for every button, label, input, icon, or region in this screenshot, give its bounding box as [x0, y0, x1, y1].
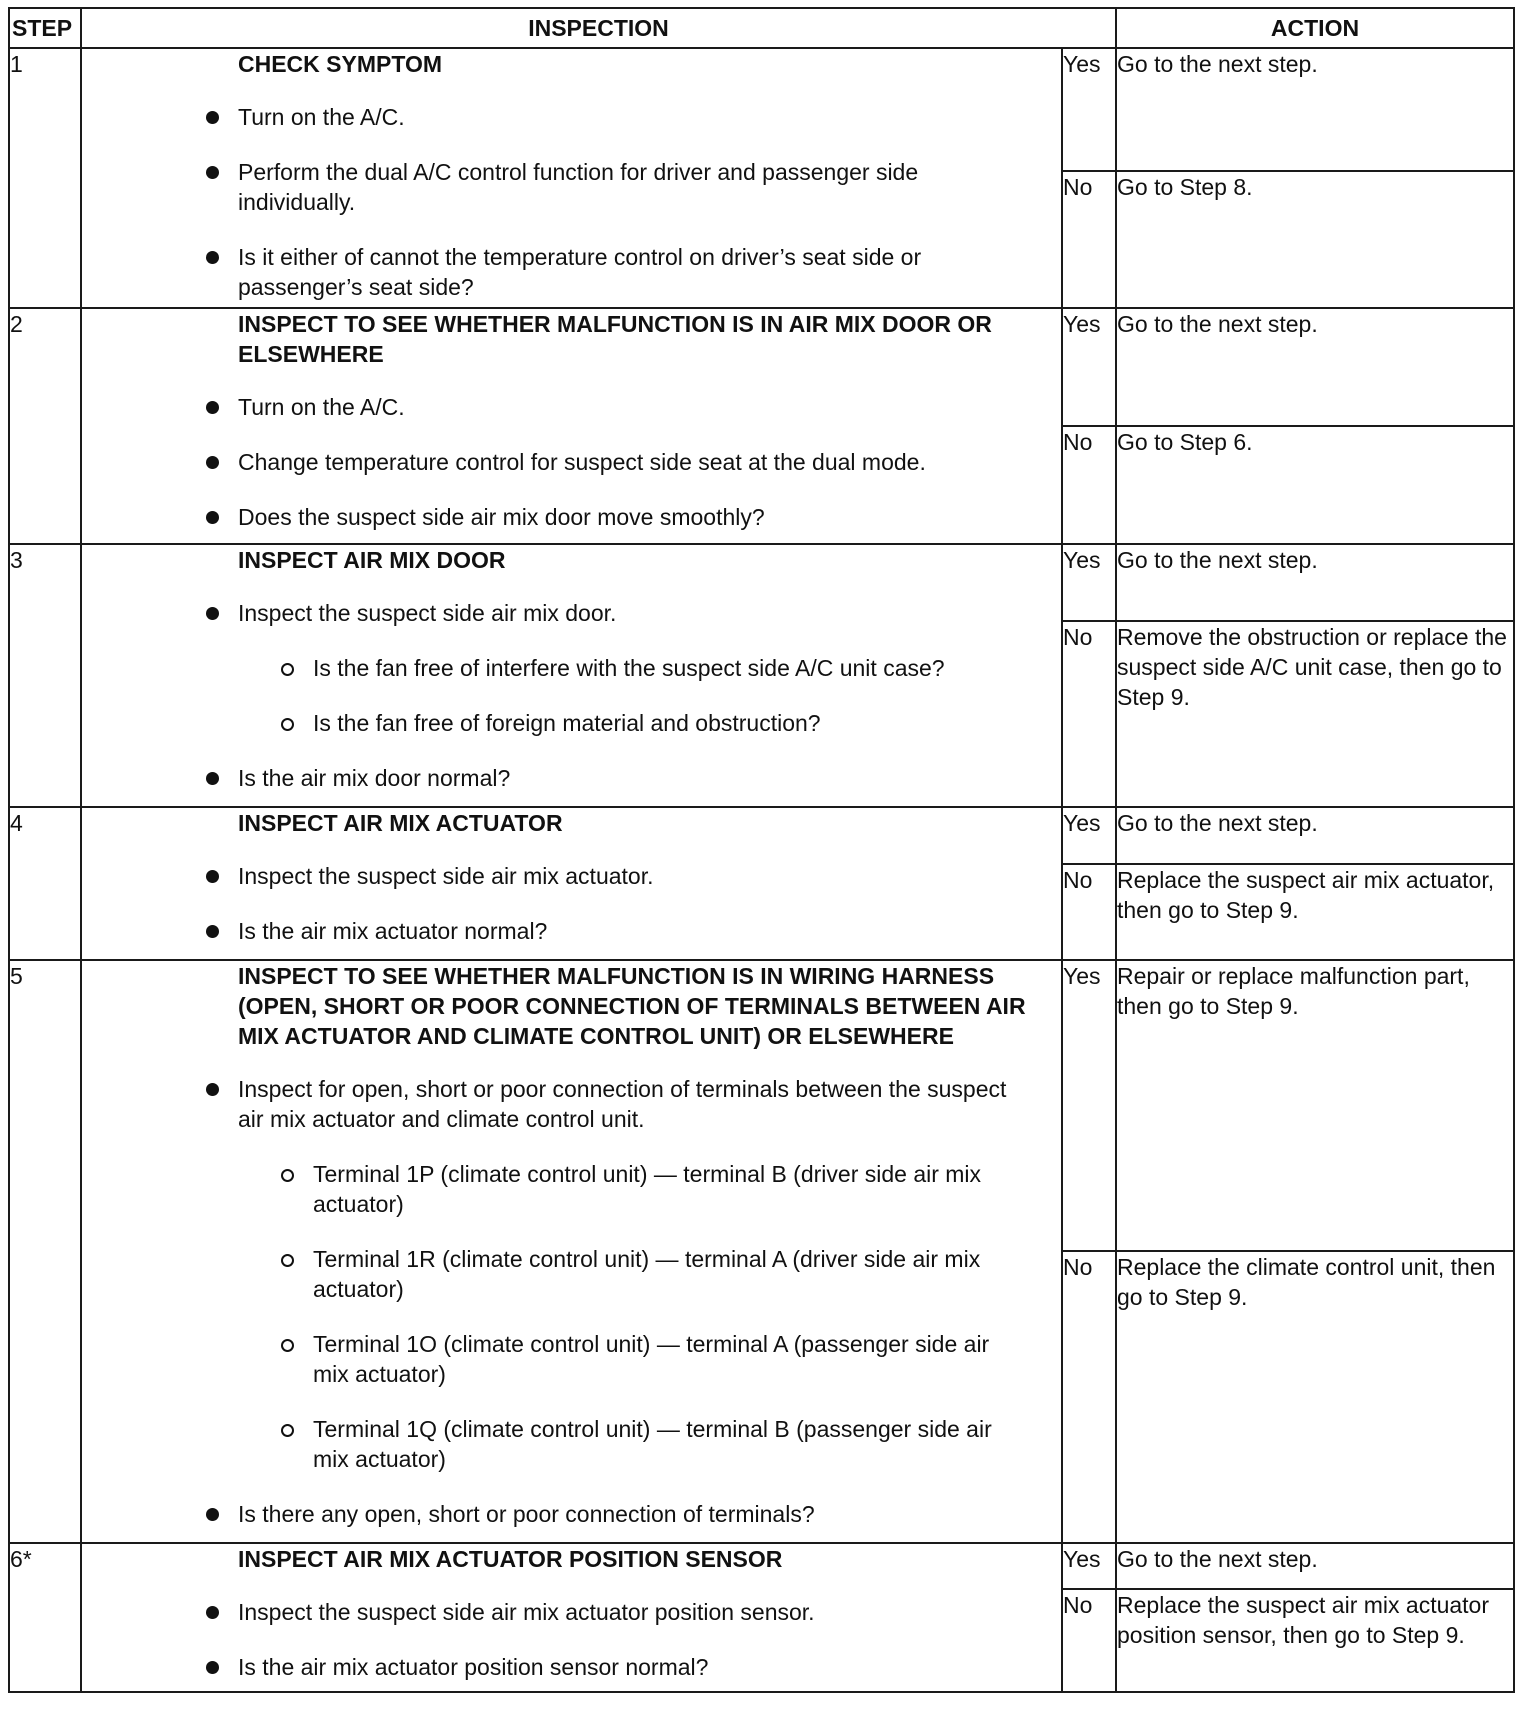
sub-bullet-item: Terminal 1O (climate control unit) — terminal A (passenger side air mix actuator)	[82, 1329, 1061, 1389]
yes-label: Yes	[1062, 48, 1116, 171]
yes-label: Yes	[1062, 1543, 1116, 1589]
inspection-cell	[81, 1543, 1062, 1692]
inspection-cell	[81, 807, 1062, 960]
inspection-cell	[81, 48, 1062, 308]
sub-bullet-item: Is the fan free of interfere with the suspect side A/C unit case?	[82, 653, 1061, 683]
header-action: ACTION	[1116, 8, 1514, 48]
inspection-cell	[81, 544, 1062, 807]
step-title: INSPECT AIR MIX DOOR	[238, 547, 506, 573]
table-row	[9, 308, 1514, 426]
bullet-item: Is there any open, short or poor connection of terminals?	[82, 1499, 1061, 1529]
no-action: Go to Step 6.	[1116, 426, 1514, 544]
yes-action: Go to the next step.	[1116, 1543, 1514, 1589]
table-row	[9, 48, 1514, 171]
step-title: INSPECT TO SEE WHETHER MALFUNCTION IS IN WIRING HARNESS (OPEN, SHORT OR POOR CONNECTION OF TERMINALS BETWEEN AIR MIX ACTUATOR AND CLIMATE CONTROL UNIT) OR ELSEWHERE	[238, 963, 1026, 1049]
no-action: Replace the climate control unit, then go to Step 9.	[1116, 1251, 1514, 1543]
step-number: 4	[9, 807, 81, 960]
sub-bullet-item: Terminal 1R (climate control unit) — terminal A (driver side air mix actuator)	[82, 1244, 1061, 1304]
header-inspection: INSPECTION	[81, 8, 1116, 48]
inspection-cell	[81, 308, 1062, 544]
no-label: No	[1062, 426, 1116, 544]
bullet-item: Is the air mix door normal?	[82, 763, 1061, 793]
step-title: INSPECT AIR MIX ACTUATOR POSITION SENSOR	[238, 1546, 783, 1572]
bullet-item: Perform the dual A/C control function for driver and passenger side individually.	[82, 157, 1061, 217]
yes-label: Yes	[1062, 807, 1116, 864]
step-title: INSPECT AIR MIX ACTUATOR	[238, 810, 563, 836]
bullet-item: Inspect the suspect side air mix actuator position sensor.	[82, 1597, 1061, 1627]
step-title: INSPECT TO SEE WHETHER MALFUNCTION IS IN AIR MIX DOOR OR ELSEWHERE	[238, 311, 992, 367]
yes-action: Go to the next step.	[1116, 807, 1514, 864]
bullet-item: Is the air mix actuator position sensor normal?	[82, 1652, 1061, 1682]
yes-label: Yes	[1062, 308, 1116, 426]
no-label: No	[1062, 621, 1116, 807]
table-row	[9, 960, 1514, 1251]
no-action: Replace the suspect air mix actuator position sensor, then go to Step 9.	[1116, 1589, 1514, 1692]
inspection-cell	[81, 960, 1062, 1543]
bullet-item: Is it either of cannot the temperature control on driver’s seat side or passenger’s seat side?	[82, 242, 1061, 302]
table-row	[9, 544, 1514, 621]
header-step: STEP	[9, 8, 81, 48]
step-number: 6*	[9, 1543, 81, 1692]
no-label: No	[1062, 171, 1116, 308]
yes-action: Go to the next step.	[1116, 308, 1514, 426]
sub-bullet-item: Terminal 1P (climate control unit) — terminal B (driver side air mix actuator)	[82, 1159, 1061, 1219]
bullet-item: Change temperature control for suspect side seat at the dual mode.	[82, 447, 1061, 477]
diagnostic-table	[8, 7, 1515, 1693]
yes-action: Go to the next step.	[1116, 544, 1514, 621]
table-header-row	[9, 8, 1514, 48]
yes-action: Repair or replace malfunction part, then go to Step 9.	[1116, 960, 1514, 1251]
sub-bullet-item: Terminal 1Q (climate control unit) — terminal B (passenger side air mix actuator)	[82, 1414, 1061, 1474]
bullet-item: Inspect for open, short or poor connection of terminals between the suspect air mix actuator and climate control unit.	[82, 1074, 1061, 1134]
bullet-item: Inspect the suspect side air mix door.	[82, 598, 1061, 628]
yes-action: Go to the next step.	[1116, 48, 1514, 171]
no-label: No	[1062, 1251, 1116, 1543]
bullet-item: Is the air mix actuator normal?	[82, 916, 1061, 946]
step-number: 1	[9, 48, 81, 308]
table-row	[9, 807, 1514, 864]
bullet-item: Turn on the A/C.	[82, 392, 1061, 422]
no-action: Go to Step 8.	[1116, 171, 1514, 308]
sub-bullet-item: Is the fan free of foreign material and obstruction?	[82, 708, 1061, 738]
step-title: CHECK SYMPTOM	[238, 51, 443, 77]
step-number: 3	[9, 544, 81, 807]
step-number: 5	[9, 960, 81, 1543]
yes-label: Yes	[1062, 960, 1116, 1251]
no-action: Remove the obstruction or replace the suspect side A/C unit case, then go to Step 9.	[1116, 621, 1514, 807]
no-label: No	[1062, 864, 1116, 960]
step-number: 2	[9, 308, 81, 544]
yes-label: Yes	[1062, 544, 1116, 621]
bullet-item: Does the suspect side air mix door move smoothly?	[82, 502, 1061, 532]
bullet-item: Inspect the suspect side air mix actuator.	[82, 861, 1061, 891]
diagnostic-table-wrapper	[8, 7, 1515, 1693]
table-row	[9, 1543, 1514, 1589]
no-action: Replace the suspect air mix actuator, then go to Step 9.	[1116, 864, 1514, 960]
no-label: No	[1062, 1589, 1116, 1692]
bullet-item: Turn on the A/C.	[82, 102, 1061, 132]
